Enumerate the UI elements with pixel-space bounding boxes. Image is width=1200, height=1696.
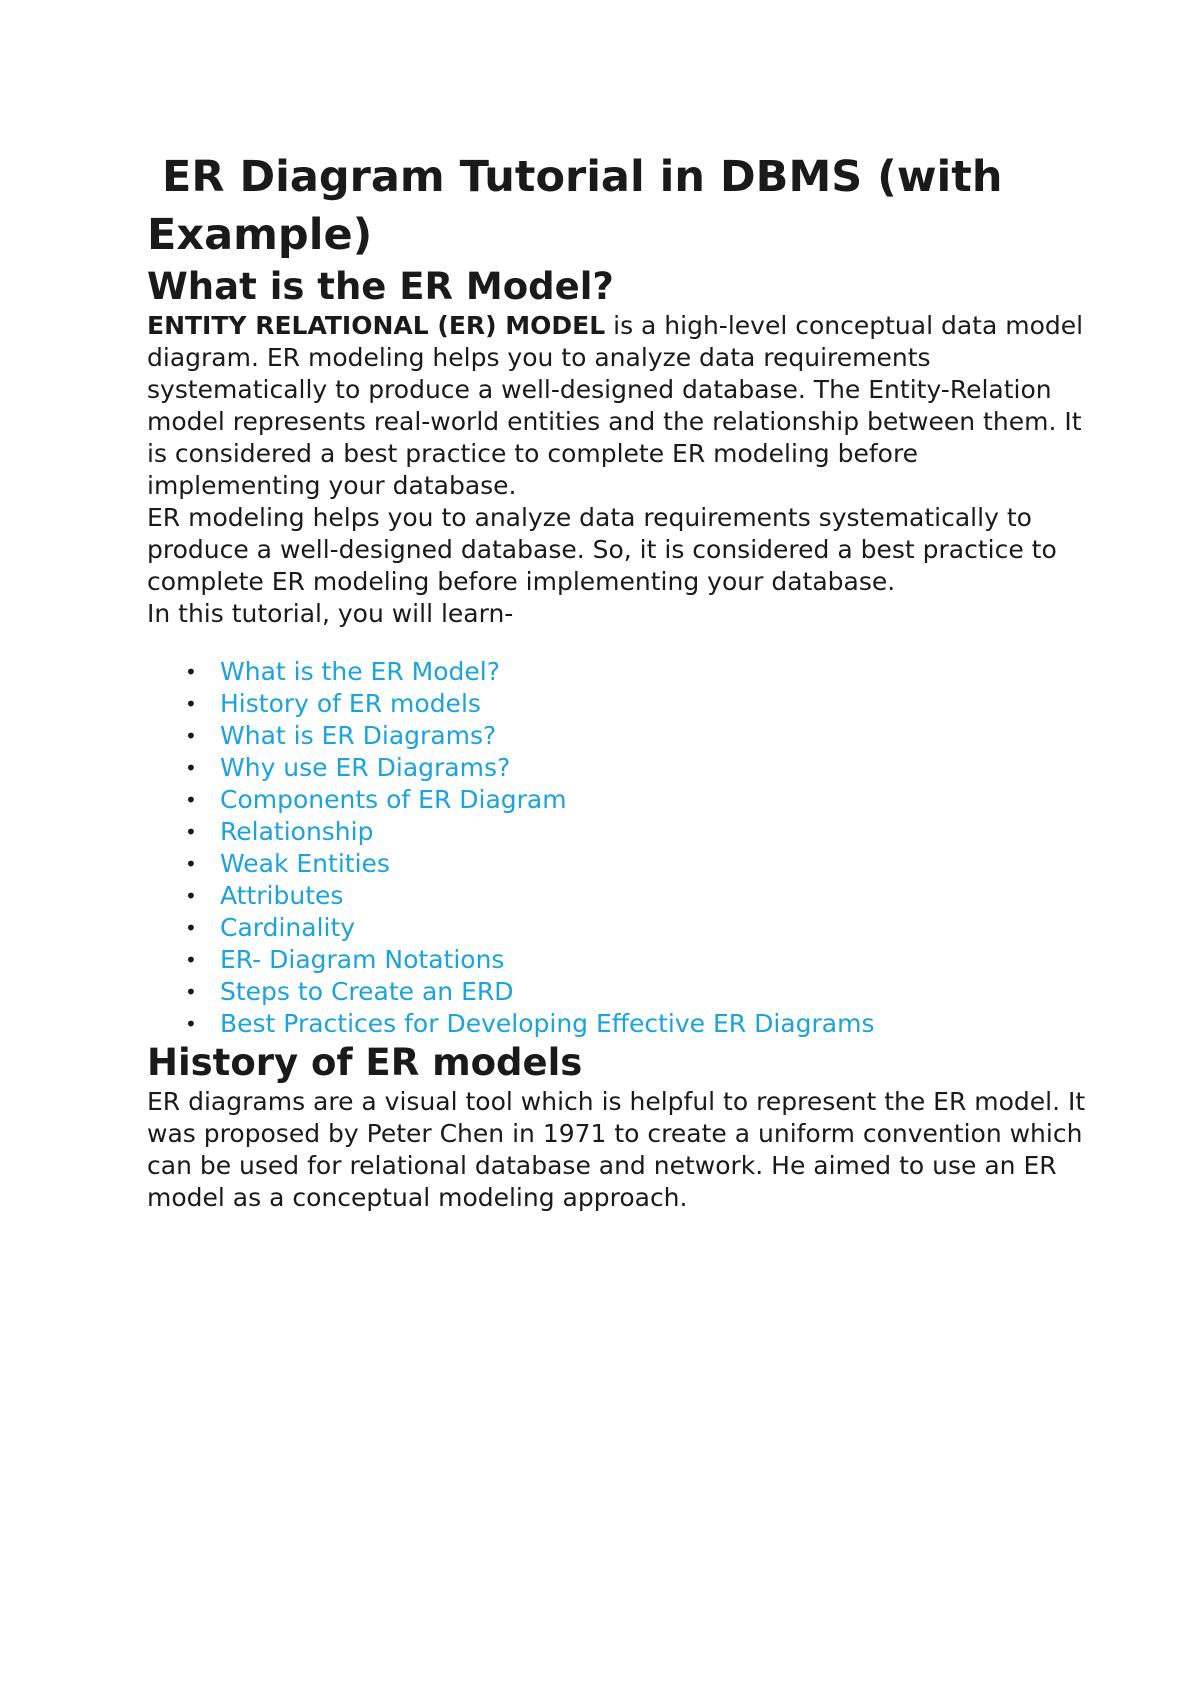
toc-link-history[interactable]: History of ER models: [220, 689, 481, 718]
bullet-icon: •: [185, 884, 197, 908]
toc-link-steps[interactable]: Steps to Create an ERD: [220, 977, 514, 1006]
toc-item: [147, 880, 1087, 912]
toc-item: [147, 912, 1087, 944]
toc-link-notations[interactable]: ER- Diagram Notations: [220, 945, 505, 974]
toc-link-attributes[interactable]: Attributes: [220, 881, 344, 910]
bullet-icon: •: [185, 948, 197, 972]
toc-link-best-practices[interactable]: Best Practices for Developing Effective ER Diagrams: [220, 1009, 875, 1038]
bullet-icon: •: [185, 852, 197, 876]
toc-item: [147, 944, 1087, 976]
bullet-icon: •: [185, 980, 197, 1004]
table-of-contents: [147, 656, 1087, 1040]
toc-item: [147, 784, 1087, 816]
bullet-icon: •: [185, 756, 197, 780]
document-title: ER Diagram Tutorial in DBMS (with Example): [147, 152, 1018, 260]
bullet-icon: •: [185, 724, 197, 748]
bullet-icon: •: [185, 660, 197, 684]
document-page: [147, 148, 1087, 1214]
section-heading-er-model: What is the ER Model?: [147, 265, 614, 308]
section-heading-history: History of ER models: [147, 1041, 583, 1084]
toc-link-weak-entities[interactable]: Weak Entities: [220, 849, 390, 878]
tutorial-intro-text: In this tutorial, you will learn-: [147, 599, 514, 628]
toc-link-what-is-er-diagrams[interactable]: What is ER Diagrams?: [220, 721, 497, 750]
er-model-definition: is a high-level conceptual data model diagram. ER modeling helps you to analyze data requirements systematically to produce a well-designed database. The Entity-Relation model represents real-world entities and the relationship between them. It is considered a best practice to complete ER modeling before implementing your database.: [147, 311, 1084, 500]
toc-link-why-use[interactable]: Why use ER Diagrams?: [220, 753, 511, 782]
er-model-term: ENTITY RELATIONAL (ER) MODEL: [147, 311, 606, 340]
toc-item: [147, 816, 1087, 848]
bullet-icon: •: [185, 692, 197, 716]
history-paragraph: ER diagrams are a visual tool which is helpful to represent the ER model. It was proposed by Peter Chen in 1971 to create a uniform convention which can be used for relational database and network. He aimed to use an ER model as a conceptual modeling approach.: [147, 1087, 1086, 1212]
toc-link-what-is-er-model[interactable]: What is the ER Model?: [220, 657, 500, 686]
bullet-icon: •: [185, 820, 197, 844]
toc-link-components[interactable]: Components of ER Diagram: [220, 785, 567, 814]
er-modeling-paragraph: ER modeling helps you to analyze data requirements systematically to produce a well-designed database. So, it is considered a best practice to complete ER modeling before implementing your database.: [147, 503, 1057, 596]
toc-item: [147, 656, 1087, 688]
bullet-icon: •: [185, 788, 197, 812]
toc-item: [147, 1008, 1087, 1040]
toc-item: [147, 976, 1087, 1008]
bullet-icon: •: [185, 1012, 197, 1036]
toc-link-cardinality[interactable]: Cardinality: [220, 913, 356, 942]
toc-link-relationship[interactable]: Relationship: [220, 817, 374, 846]
bullet-icon: •: [185, 916, 197, 940]
toc-item: [147, 688, 1087, 720]
er-model-intro-paragraph: [147, 310, 1087, 502]
toc-item: [147, 848, 1087, 880]
toc-item: [147, 720, 1087, 752]
toc-item: [147, 752, 1087, 784]
